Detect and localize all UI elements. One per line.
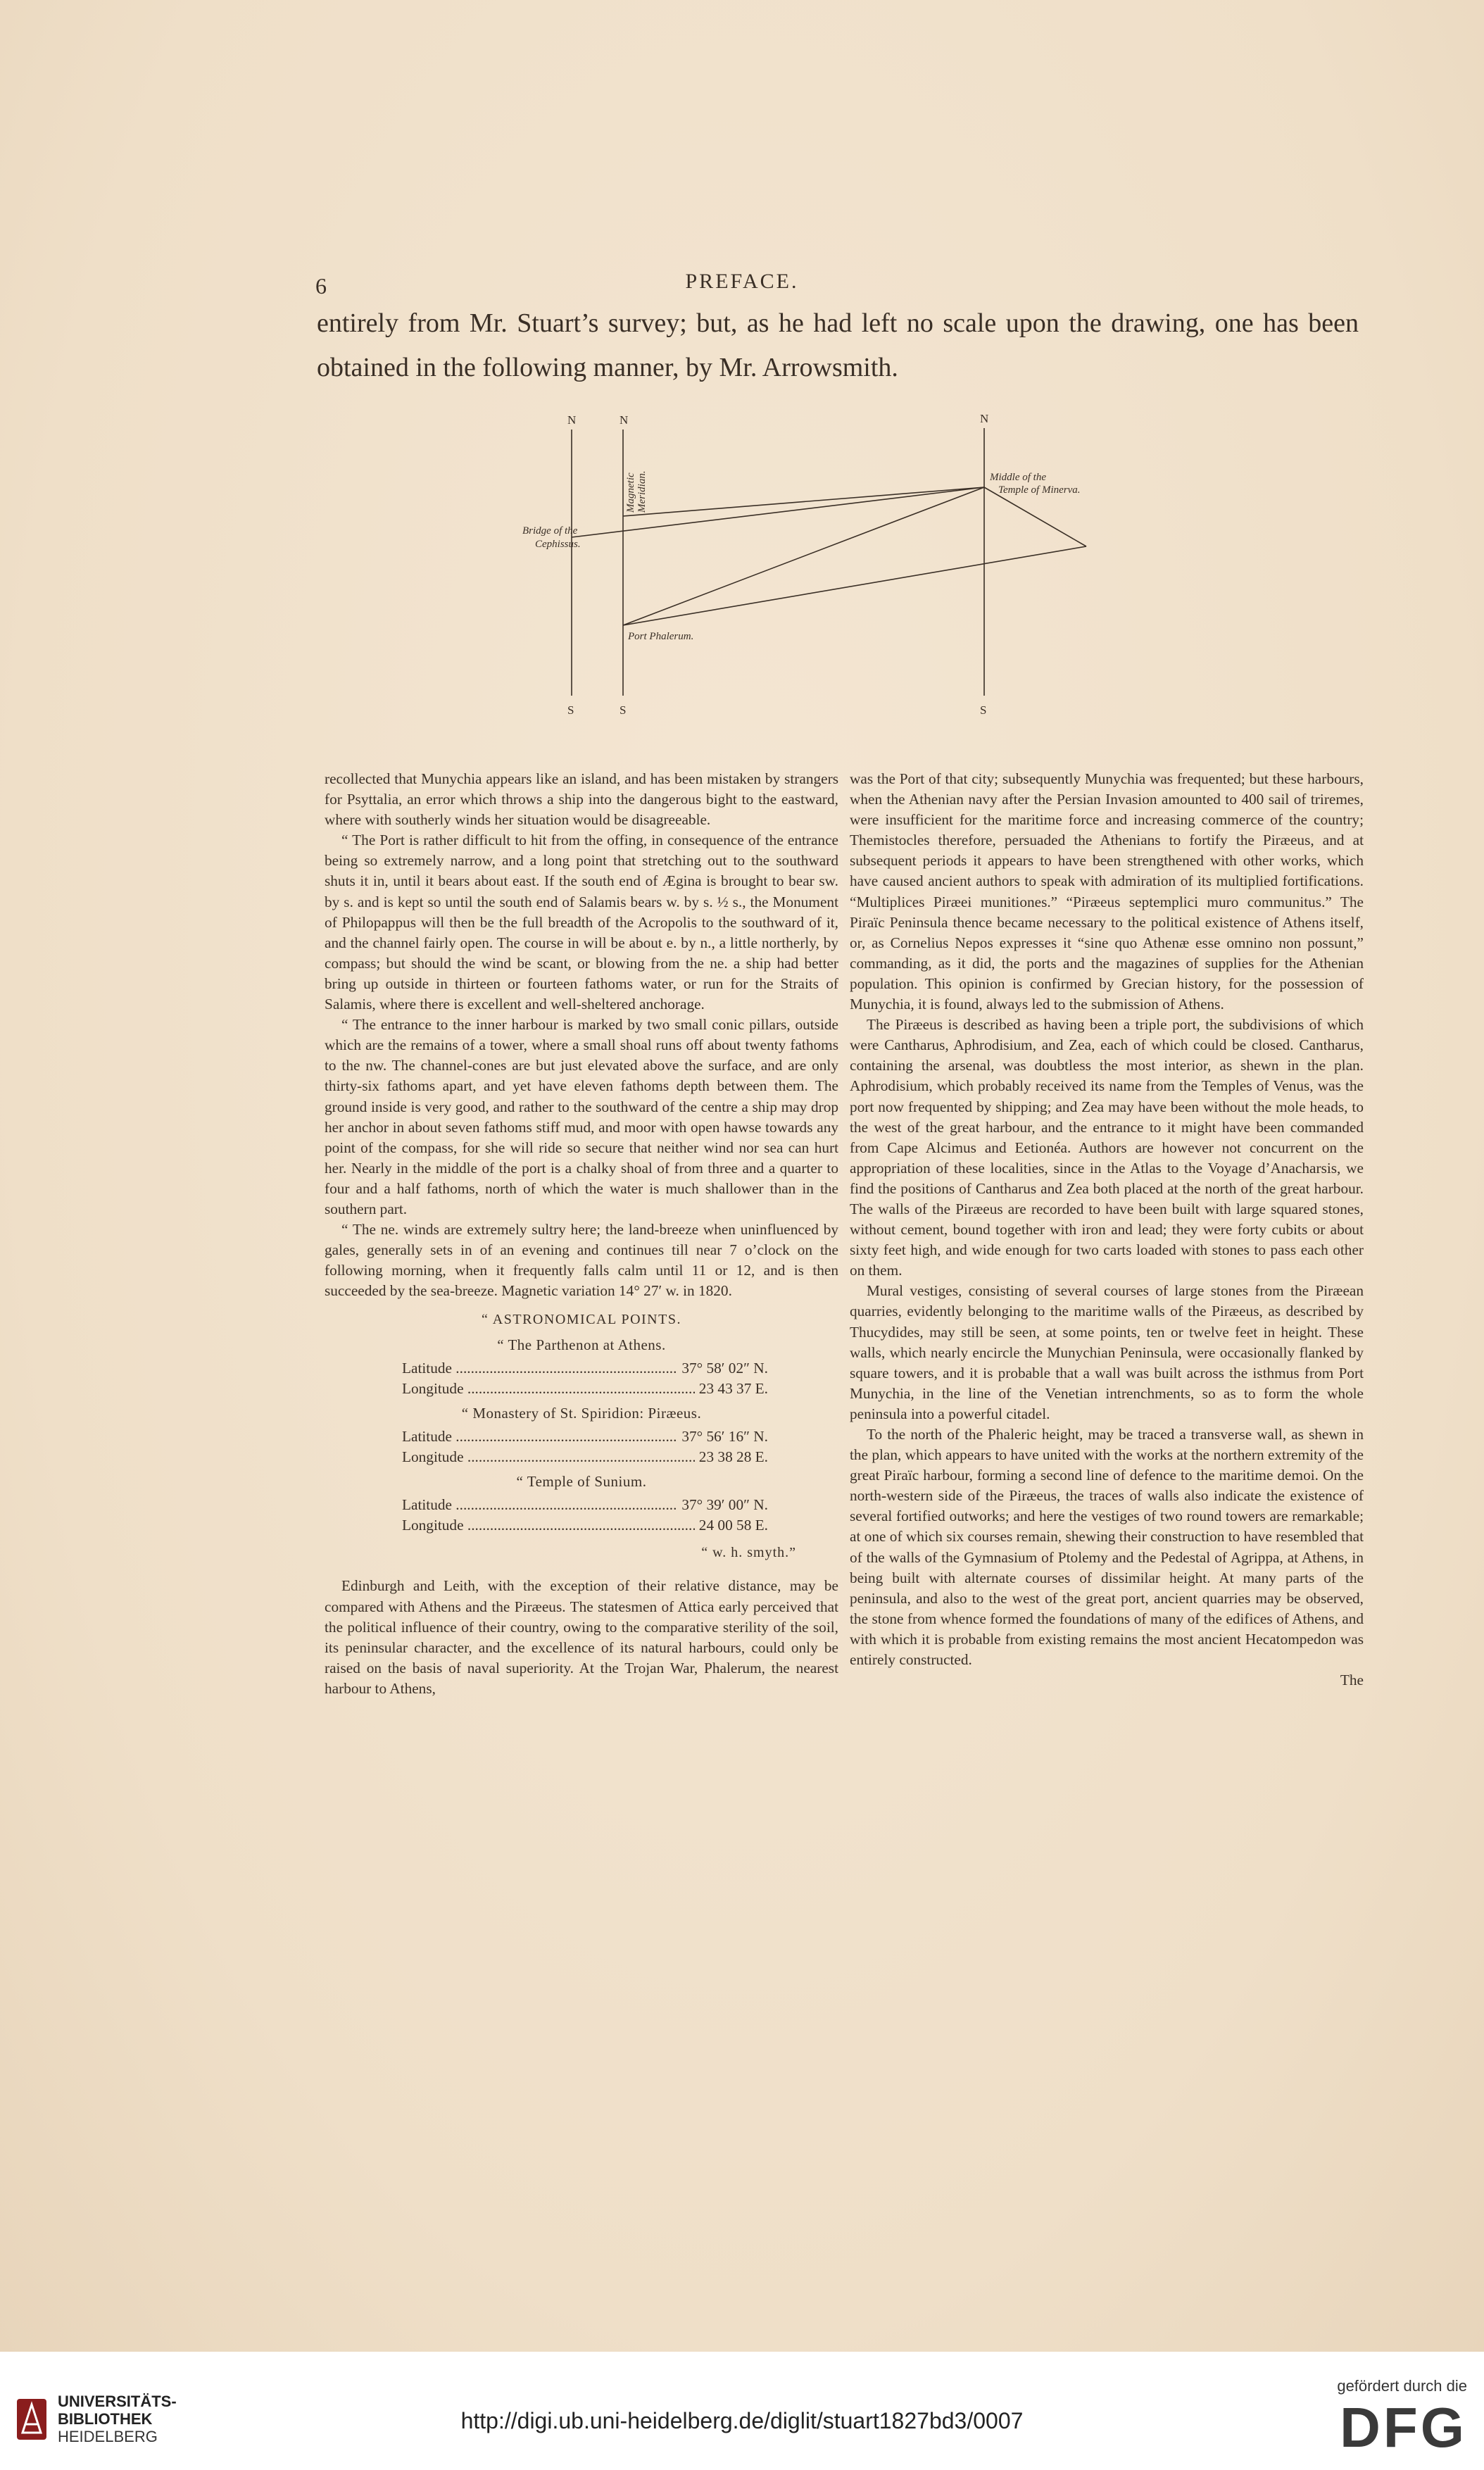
south-label-1: S (567, 703, 574, 717)
coord-label: Latitude ..... (402, 1358, 677, 1379)
left-para-5: Edinburgh and Leith, with the exception of their relative distance, may be compared with Athens and the Piræeus. The statesmen of Attica early perceived that the political influence of their country, owing to the comparative sterility of the soil, its peninsular character, and the excellence of its natural harbours, could only be raised on the basis of naval superiority. At the Trojan War, Phalerum, the nearest harbour to Athens, (325, 1577, 838, 1697)
right-para-2: The Piræeus is described as having been a triple port, the subdivisions of which were Cantharus, Aphrodisium, and Zea, each of which could be closed. Cantharus, containing the arsenal, was doubtless the most interior, as shewn in the plan. Aphrodisium, which probably received its name from the Temples of Venus, was the port now frequented by shipping; and Zea may have been without the mole heads, to the west of the great harbour, and the entrance to it might have been commanded from Cape Alcimus and Eetionéa. Authors are however not concurrent on the appropriation of these localities, since in the Atlas to the Voyage d’Anacharsis, we find the positions of Cantharus and Zea both placed at the north of the great harbour. The walls of the Piræeus are recorded to have been built with large squared stones, without cement, bound together with iron and lead; they were forty cubits or about sixty feet high, and wide enough for two carts loaded with stones to pass each other on them. (850, 1016, 1364, 1279)
coord-label: Longitude ..... (402, 1447, 695, 1467)
right-para-3: Mural vestiges, consisting of several courses of large stones from the Piræean quarries, evidently belonging to the maritime walls of the Piræeus, as described by Thucydides, may still be seen, at some points, ten or twelve feet in height. These walls, which nearly encircle the Munychian Peninsula, were occasionally flanked by square towers, and it is probable that a wall was built across the isthmus from Port Munychia, in the line of the Venetian intrenchments, so as to form the whole peninsula into a powerful citadel. (850, 1282, 1364, 1422)
left-column (325, 769, 838, 1699)
right-para-1: was the Port of that city; subsequently Munychia was frequented; but these harbours, when the Athenian navy after the Persian Invasion amounted to 400 sail of triremes, were insufficient for the maritime force and increasing commerce of the country; Themistocles therefore, persuaded the Athenians to fortify the Piræeus, and at subsequent periods it appears to have been strengthened with other works, which have caused ancient authors to speak with admiration of its multiplied fortifications. “Multiplices Piræei munitiones.” “Piræeus septemplici muro communitus.” The Piraïc Peninsula thence became necessary to the political existence of Athens itself, or, as Cornelius Nepos expresses it “sine quo Athenæ esse omnino non possunt,” commanding, as it did, the ports and the magazines of supplies for the Athenian population. This opinion is confirmed by Grecian history, for the possession of Munychia, it is found, always led to the submission of Athens. (850, 770, 1364, 1013)
cephissus-label: Cephissus. (535, 539, 581, 550)
left-para-1: recollected that Munychia appears like an island, and has been mistaken by strangers for Psyttalia, an error which throws a ship into the dangerous bight to the eastward, where with southerly winds her situation would be disagreeable. (325, 770, 838, 829)
running-head: PREFACE. (685, 270, 799, 293)
temple-to-east-line (984, 487, 1086, 546)
meridian-label: Meridian. (636, 470, 648, 513)
dfg-credit[interactable] (1337, 2377, 1467, 2457)
magnetic-label: Magnetic (625, 472, 636, 513)
coord-label: Latitude ..... (402, 1427, 677, 1447)
intro-text: entirely from Mr. Stuart’s survey; but, as he had left no scale upon the drawing, one has been obtained in the following manner, by Mr. Arrowsmith. (317, 308, 1359, 382)
port-to-temple-line (623, 487, 984, 625)
coord-value: 37° 39′ 00″ N. (681, 1496, 768, 1514)
north-label-1: N (567, 413, 577, 427)
south-label-3: S (980, 703, 987, 717)
coord-row (402, 1515, 768, 1536)
coord-label: Latitude ..... (402, 1495, 677, 1515)
arrowsmith-scale-diagram (493, 401, 1162, 725)
coord-row (402, 1495, 768, 1515)
library-line-1: UNIVERSITÄTS- (58, 2393, 177, 2410)
south-label-2: S (620, 703, 627, 717)
viewer-footer (0, 2352, 1484, 2470)
permalink-url[interactable]: http://digi.ub.uni-heidelberg.de/diglit/stuart1827bd3/0007 (460, 2408, 1024, 2433)
place-name-spiridion: “ Monastery of St. Spiridion: Piræeus. (461, 1404, 702, 1422)
library-line-2: BIBLIOTHEK (58, 2410, 153, 2428)
temple-label: Middle of the (990, 472, 1046, 483)
coord-value: 24 00 58 E. (698, 1517, 768, 1534)
funded-by-text: gefördert durch die (1337, 2377, 1467, 2395)
north-label-3: N (980, 412, 989, 425)
coord-value: 23 43 37 E. (698, 1379, 768, 1397)
astronomical-points-heading: “ ASTRONOMICAL POINTS. (482, 1312, 681, 1328)
page-number: 6 (315, 273, 327, 299)
coord-value: 23 38 28 E. (698, 1448, 768, 1465)
port-to-east-line (623, 546, 1086, 625)
port-phalerum-label: Port Phalerum. (628, 631, 694, 642)
coord-row (402, 1379, 768, 1399)
coord-value: 37° 56′ 16″ N. (681, 1427, 768, 1445)
left-para-2: “ The Port is rather difficult to hit from the offing, in consequence of the entrance being so extremely narrow, and a long point that stretching out to the southward shuts it in, until it bears about east. If the south end of Ægina is brought to bear sw. by s. and is kept so until the south end of Salamis bears w. by s. ½ s., the Monument of Philopappus will then be the full breadth of the Acropolis to the southward of it, and the channel fairly open. The course in will be about e. by n., a little northerly, by compass; but should the wind be scant, or blowing from the ne. a ship had better bring up outside in thirteen or fourteen fathoms water, or run for the Straits of Salamis, where there is excellent and well-sheltered anchorage. (325, 832, 838, 1013)
coord-row (402, 1358, 768, 1379)
coord-row (402, 1447, 768, 1467)
coord-row (402, 1427, 768, 1447)
minerva-label: Temple of Minerva. (998, 484, 1081, 496)
coord-label: Longitude ..... (402, 1515, 695, 1536)
coord-value: 37° 58′ 02″ N. (681, 1359, 768, 1377)
coord-label: Longitude ..... (402, 1379, 695, 1399)
dfg-logo: DFG (1340, 2396, 1467, 2459)
catchword: The (1340, 1672, 1364, 1689)
right-column (850, 769, 1364, 1691)
place-name-parthenon: “ The Parthenon at Athens. (497, 1336, 666, 1353)
magnetic-to-temple-line (623, 487, 984, 516)
library-line-3: HEIDELBERG (58, 2428, 158, 2445)
north-label-2: N (620, 413, 629, 427)
signature: “ w. h. smyth.” (701, 1545, 796, 1561)
place-name-sunium: “ Temple of Sunium. (516, 1473, 647, 1491)
left-para-3: “ The entrance to the inner harbour is marked by two small conic pillars, outside which are the remains of a tower, where a small shoal runs off about twenty fathoms to the nw. The channel-cones are but just elevated above the surface, and are only thirty-six fathoms apart, and yet have eleven fathoms depth between them. The ground inside is very good, and rather to the southward of the centre a ship may drop her anchor in about seven fathoms stiff mud, and moor with open hawse towards any point of the compass, for she will ride so secure that neither wind nor sea can hurt her. Nearly in the middle of the port is a chalky shoal of from three and a quarter to four and a half fathoms, north of which the water is much shallower than in the southern part. (325, 1016, 838, 1217)
bridge-label: Bridge of the (522, 525, 578, 537)
intro-paragraph (317, 301, 1359, 390)
left-para-4: “ The ne. winds are extremely sultry here; the land-breeze when uninfluenced by gales, generally sets in of an evening and continues till near 7 o’clock on the following morning, when it frequently falls calm until 11 or 12, and is then succeeded by the sea-breeze. Magnetic variation 14° 27′ w. in 1820. (325, 1221, 838, 1300)
right-para-4: To the north of the Phaleric height, may be traced a transverse wall, as shewn in the plan, which appears to have united with the works at the northern extremity of the great Piraïc harbour, forming a second line of defence to the maritime demoi. On the north-western side of the Piræeus, the traces of walls also indicate the existence of several fortified outworks; and here the vestiges of two round towers are remarkable; at one of which six courses remain, shewing their construction to have resembled that of the walls of the Gymnasium of Ptolemy and the Pedestal of Agrippa, at Athens, in being built with alternate courses of dissimilar height. At many parts of the peninsula, and also to the west of the great port, ancient quarries may be observed, the stone from whence formed the foundations of many of the edifices of Athens, and with which it is probable from existing remains the most ancient Hecatompedon was entirely constructed. (850, 1426, 1364, 1669)
